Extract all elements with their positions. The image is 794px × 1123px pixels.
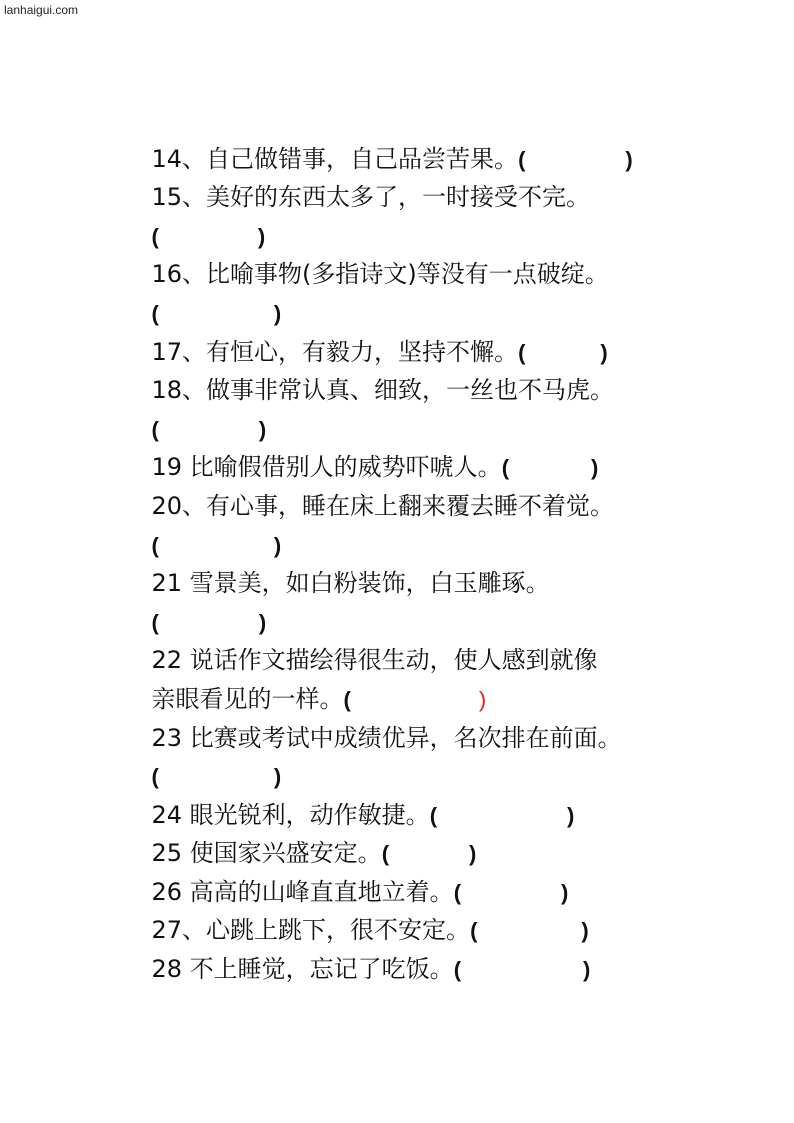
answer-open-paren: ( xyxy=(453,957,462,983)
question-text: 25 使国家兴盛安定。 xyxy=(151,839,382,868)
answer-close-paren: ) xyxy=(600,339,608,365)
answer-close-paren: ) xyxy=(567,802,575,828)
answer-open-paren: ( xyxy=(343,686,351,712)
answer-close-paren: ) xyxy=(478,686,487,712)
answer-open-paren: ( xyxy=(151,300,159,326)
question-line xyxy=(121,796,721,868)
question-text: 19 比喻假借别人的威势吓唬人。 xyxy=(151,453,502,482)
question-text: 17、有恒心，有毅力，坚持不懈。 xyxy=(151,337,519,366)
question-line xyxy=(121,448,721,520)
answer-close-paren: ) xyxy=(257,223,266,249)
question-line xyxy=(121,526,721,598)
question-text: 15、美好的东西太多了，一时接受不完。 xyxy=(151,183,591,212)
answer-close-paren: ) xyxy=(561,879,569,905)
answer-open-paren: ( xyxy=(470,918,478,944)
answer-open-paren: ( xyxy=(151,416,159,442)
answer-line xyxy=(121,371,721,442)
answer-open-paren: ( xyxy=(151,532,159,558)
question-line xyxy=(121,757,721,829)
question-text: 26 高高的山峰直直地立着。 xyxy=(151,877,454,906)
answer-line xyxy=(121,564,721,635)
question-text: 18、做事非常认真、细致，一丝也不马虎。 xyxy=(151,376,615,405)
question-line xyxy=(121,680,721,752)
question-line xyxy=(121,294,721,366)
question-line xyxy=(121,603,721,675)
answer-close-paren: ) xyxy=(258,416,267,442)
answer-line xyxy=(121,719,721,790)
answer-open-paren: ( xyxy=(518,146,526,172)
question-text: 27、心跳上跳下，很不安定。 xyxy=(151,916,471,945)
answer-close-paren: ) xyxy=(469,841,477,867)
answer-close-paren: ) xyxy=(591,455,599,481)
source-label: lanhaigui.com xyxy=(4,3,79,17)
answer-line xyxy=(121,487,721,558)
question-text: 16、比喻事物(多指诗文)等没有一点破绽。 xyxy=(151,260,609,289)
answer-line xyxy=(121,255,721,326)
answer-close-paren: ) xyxy=(273,532,282,558)
question-text: 22 说话作文描绘得很生动，使人感到就像 xyxy=(151,646,598,675)
worksheet xyxy=(121,101,721,984)
answer-open-paren: ( xyxy=(151,764,159,790)
question-text: 24 眼光锐利，动作敏捷。 xyxy=(151,800,430,829)
question-text: 亲眼看见的一样。 xyxy=(151,684,344,713)
question-text: 23 比赛或考试中成绩优异，名次排在前面。 xyxy=(151,723,622,752)
answer-open-paren: ( xyxy=(453,879,462,905)
question-line xyxy=(121,101,721,173)
question-line xyxy=(121,834,721,906)
answer-open-paren: ( xyxy=(501,455,510,481)
answer-close-paren: ) xyxy=(258,609,267,635)
answer-open-paren: ( xyxy=(381,841,390,867)
question-line xyxy=(121,873,721,945)
question-line xyxy=(121,911,721,984)
question-text: 21 雪景美，如白粉装饰，白玉雕琢。 xyxy=(151,569,550,598)
answer-close-paren: ) xyxy=(583,957,591,983)
answer-line xyxy=(121,178,721,249)
answer-open-paren: ( xyxy=(518,339,526,365)
answer-open-paren: ( xyxy=(151,223,159,249)
question-line xyxy=(121,410,721,482)
answer-open-paren: ( xyxy=(151,609,159,635)
question-text: 20、有心事，睡在床上翻来覆去睡不着觉。 xyxy=(151,491,615,520)
question-line xyxy=(121,333,721,405)
question-line xyxy=(121,140,721,212)
question-text: 28 不上睡觉，忘记了吃饭。 xyxy=(151,955,454,984)
answer-close-paren: ) xyxy=(581,918,589,944)
answer-close-paren: ) xyxy=(273,300,282,326)
answer-open-paren: ( xyxy=(429,802,438,828)
question-line xyxy=(121,641,721,713)
answer-close-paren: ) xyxy=(625,146,633,172)
answer-close-paren: ) xyxy=(273,764,282,790)
question-text: 14、自己做错事，自己品尝苦果。 xyxy=(151,144,519,173)
question-line xyxy=(121,217,721,289)
